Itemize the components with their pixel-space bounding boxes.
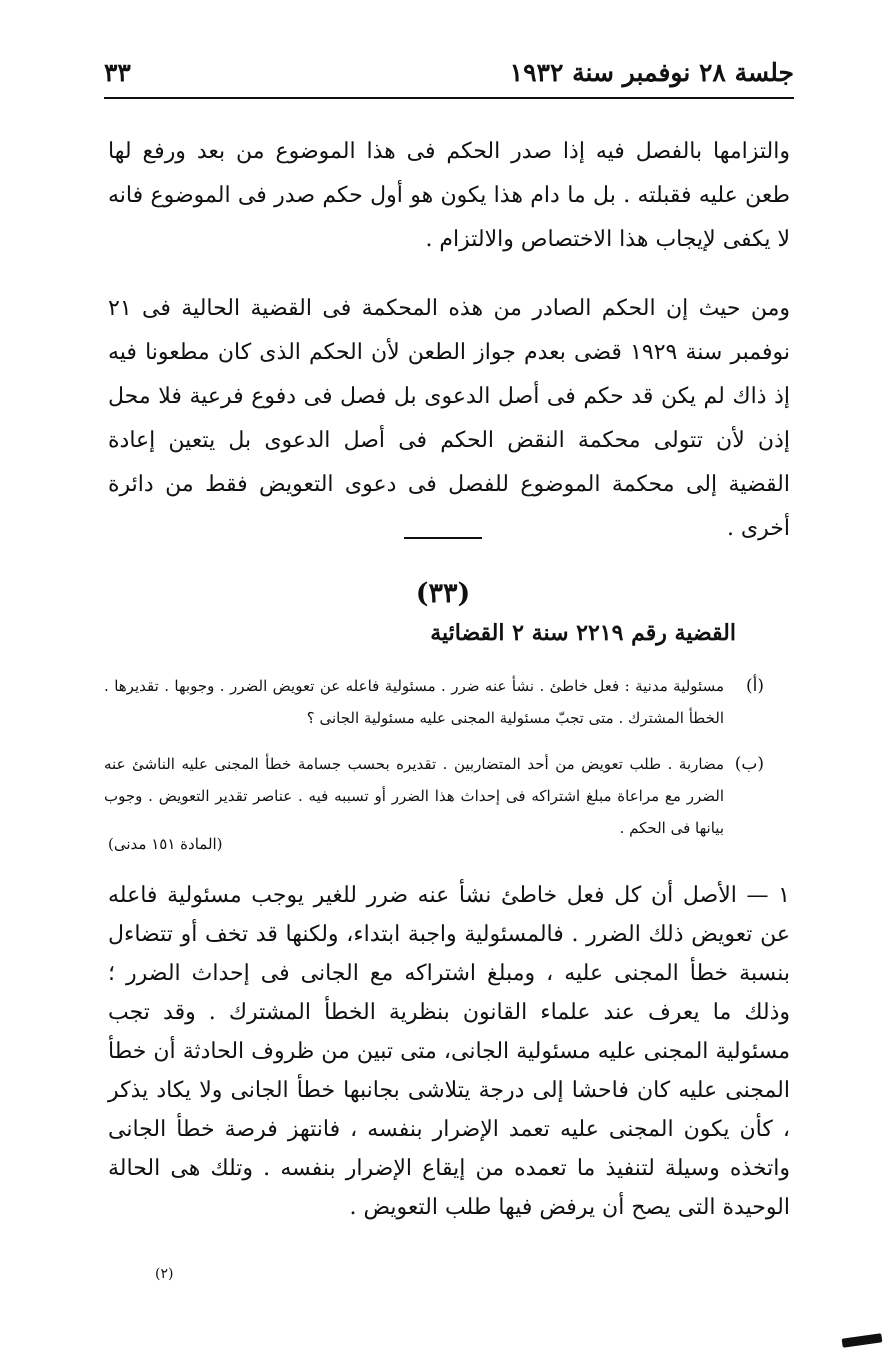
case-number: (٣٣) [415, 578, 471, 609]
paragraph-continuation: والتزامها بالفصل فيه إذا صدر الحكم فى هذا الموضوع من بعد ورفع لها طعن عليه فقبلته . بل ما دام هذا يكون هو أول حكم صدر فى الموضوع فانه لا يكفى لإيجاب هذا الاختصاص والالتزام . [108, 139, 790, 252]
scan-edge-mark [842, 1333, 883, 1347]
headnote-text: مسئولية مدنية : فعل خاطئ . نشأ عنه ضرر . مسئولية فاعله عن تعويض الضرر . وجوبها . تقديرها . الخطأ المشترك . متى تجبّ مسئولية المجنى عليه مسئولية الجانى ؟ [104, 677, 724, 727]
headnote-a [104, 670, 764, 734]
headnote-mark: (أ) [746, 676, 764, 696]
header-rule [104, 97, 794, 99]
session-title: جلسة ٢٨ نوفمبر سنة ١٩٣٢ [509, 57, 794, 87]
page-number: ٣٣ [104, 57, 131, 87]
paragraph-principle: ١ — الأصل أن كل فعل خاطئ نشأ عنه ضرر للغير يوجب مسئولية فاعله عن تعويض ذلك الضرر . فالمسئولية واجبة ابتداء، ولكنها قد تخف أو تتضاءل بنسبة خطأ المجنى عليه ، ومبلغ اشتراكه مع الجانى فى إحداث الضرر ؛ وذلك ما يعرف عند علماء القانون بنظرية الخطأ المشترك . وقد تجب مسئولية المجنى عليه مسئولية الجانى، متى تبين من ظروف الحادثة أن خطأ المجنى عليه كان فاحشا إلى درجة يتلاشى بجانبها خطأ الجانى ولا يكاد يذكر ، كأن يكون المجنى عليه تعمد الإضرار بنفسه ، فانتهز فرصة خطأ الجانى واتخذه وسيلة لتنفيذ ما تعمده من إيقاع الإضرار بنفسه . وتلك هى الحالة الوحيدة التى يصح أن يرفض فيها طلب التعويض . [108, 883, 790, 1220]
headnote-text: مضاربة . طلب تعويض من أحد المتضاربين . تقديره بحسب جسامة خطأ المجنى عليه الناشئ عنه الضرر مع مراعاة مبلغ اشتراكه فى إحداث هذا الضرر أو تسببه فيه . عناصر تقدير التعويض . وجوب بيانها فى الحكم . [104, 755, 724, 837]
page-header [104, 52, 794, 92]
headnote-mark: (ب) [734, 754, 764, 774]
case-title: القضية رقم ٢٢١٩ سنة ٢ القضائية [430, 620, 736, 646]
paragraph-ruling: ومن حيث إن الحكم الصادر من هذه المحكمة فى القضية الحالية فى ٢١ نوفمبر سنة ١٩٢٩ قضى بعدم جواز الطعن لأن الحكم الذى كان مطعونا فيه إذ ذاك لم يكن قد حكم فى أصل الدعوى بل فصل فى دفوع فرعية فلا محل إذن لأن تتولى محكمة النقض الحكم فى أصل الدعوى بل يتعين إعادة القضية إلى محكمة الموضوع للفصل فى دعوى التعويض فقط من دائرة أخرى . [108, 296, 790, 541]
section-divider [404, 537, 482, 539]
article-reference: (المادة ١٥١ مدنى) [108, 835, 223, 853]
signature-mark: (٢) [155, 1266, 174, 1282]
